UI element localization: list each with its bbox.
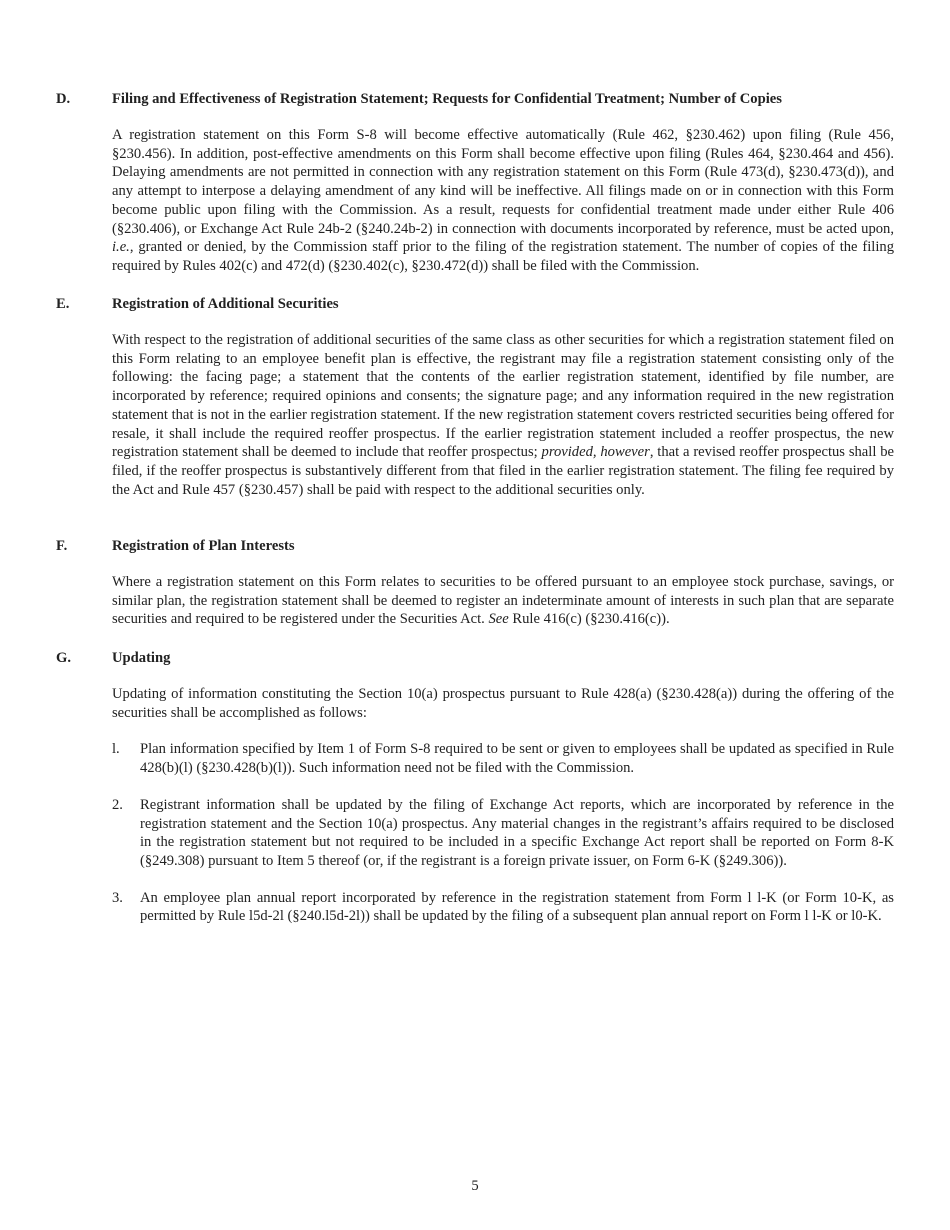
section-e-text-2: , that a revised reoffer prospectus shall be filed, if the reoffer prospectus is substantively different from that filed in the earlier registration statement. The filing fee required by the Act and Rule 457 (§230.457) shall be paid with respect to the additional securities only. (112, 444, 894, 498)
section-e-letter: E. (56, 296, 70, 312)
section-d-heading (56, 89, 896, 109)
section-g-heading (56, 648, 896, 668)
page-number: 5 (471, 1178, 479, 1194)
list-item-text: Plan information specified by Item 1 of Form S-8 required to be sent or given to employees shall be updated as specified in Rule 428(b)(l) (§230.428(b)(l)). Such information need not be filed with the Commission. (140, 741, 894, 777)
section-g-title: Updating (112, 650, 171, 666)
section-f-letter: F. (56, 538, 68, 554)
section-d-text-2: , granted or denied, by the Commission staff prior to the filing of the registration statement. The number of copies of the filing required by Rules 402(c) and 472(d) (§230.402(c), §230.472(d)) shall be filed with the Commission. (112, 239, 894, 274)
section-e-text-1: With respect to the registration of additional securities of the same class as other securities for which a registration statement filed on this Form relating to an employee benefit plan is effective, the registrant may file a registration statement consisting only of the following: the facing page; a statement that the contents of the earlier registration statement, identified by file number, are incorporated by reference; required opinions and consents; the signature page; and any information required in the new registration statement that is not in the earlier registration statement. If the new registration statement covers restricted securities being offered for resale, it shall include the required reoffer prospectus. If the earlier registration statement included a reoffer prospectus, the new registration statement shall be deemed to include that reoffer prospectus; (112, 332, 894, 461)
list-item (112, 796, 894, 871)
list-item-number: 3. (112, 889, 123, 906)
section-d-text-1: A registration statement on this Form S-8 will become effective automatically (Rule 462, §230.462) upon filing (Rule 456, §230.456). In addition, post-effective amendments on this Form shall become effective upon filing (Rules 464, §230.464 and 456). Delaying amendments are not permitted in connection with any registration statement on this Form (Rule 473(d), §230.473(d)), and any attempt to interpose a delaying amendment of any kind will be ineffective. All filings made on or in connection with this Form become public upon filing with the Commission. As a result, requests for confidential treatment made under either Rule 406 (§230.406), or Exchange Act Rule 24b-2 (§240.24b-2) in connection with documents incorporated by reference, must be acted upon, (112, 127, 894, 237)
section-e-paragraph (112, 331, 894, 499)
section-f-heading (56, 536, 896, 556)
section-d-paragraph (112, 126, 894, 276)
section-g-letter: G. (56, 650, 71, 666)
section-f-text-1: Where a registration statement on this Form relates to securities to be offered pursuant to an employee stock purchase, savings, or similar plan, the registration statement shall be deemed to register an indeterminate amount of interests in such plan that are separate securities and required to be registered under the Securities Act. (112, 574, 894, 628)
section-d-text-italic: i.e. (112, 239, 130, 256)
section-e-text-italic: provided, however (541, 444, 650, 461)
section-f (56, 536, 896, 629)
section-e-title: Registration of Additional Securities (112, 296, 339, 312)
section-d-letter: D. (56, 91, 71, 107)
section-d (56, 89, 896, 276)
list-item-text: Registrant information shall be updated by the filing of Exchange Act reports, which are incorporated by reference in the registration statement and the Section 10(a) prospectus. Any material changes in the registrant’s affairs required to be disclosed in the registration statement but not required to be included in a specific Exchange Act report shall be reported on Form 8-K (§249.308) pursuant to Item 5 thereof (or, if the registrant is a foreign private issuer, on Form 6-K (§249.306)). (140, 796, 894, 869)
section-f-paragraph (112, 573, 894, 629)
list-item (112, 740, 894, 777)
list-item (112, 889, 894, 926)
section-e (56, 294, 896, 499)
section-e-heading (56, 294, 896, 314)
section-g-intro: Updating of information constituting the Section 10(a) prospectus pursuant to Rule 428(a) (§230.428(a)) during the offering of the securities shall be accomplished as follows: (112, 686, 894, 721)
list-item-text: An employee plan annual report incorporated by reference in the registration statement from Form l l-K (or Form 10-K, as permitted by Rule l5d-2l (§240.l5d-2l)) shall be updated by the filing of a subsequent plan annual report on Form l l-K or l0-K. (140, 889, 894, 925)
section-f-text-2: Rule 416(c) (§230.416(c)). (508, 611, 670, 628)
section-f-text-italic: See (488, 611, 509, 628)
section-g (56, 648, 896, 926)
list-item-number: l. (112, 741, 120, 758)
section-f-title: Registration of Plan Interests (112, 538, 295, 554)
section-d-title: Filing and Effectiveness of Registration Statement; Requests for Confidential Treatment; Number of Copies (112, 91, 782, 107)
list-item-number: 2. (112, 796, 123, 813)
